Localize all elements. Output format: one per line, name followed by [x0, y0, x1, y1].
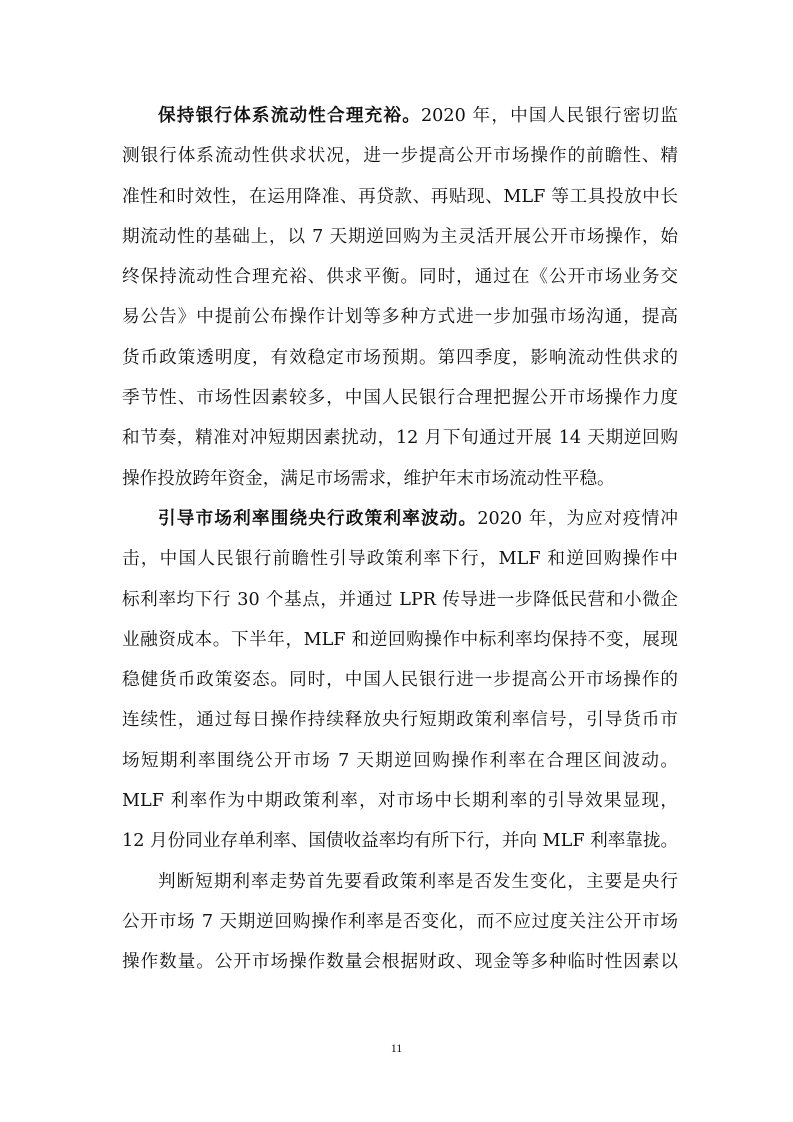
text-line: 场短期利率围绕公开市场 7 天期逆回购操作利率在合理区间波动。 — [122, 750, 678, 771]
text-line: 测银行体系流动性供求状况，进一步提高公开市场操作的前瞻性、精 — [122, 146, 678, 167]
text-line: 终保持流动性合理充裕、供求平衡。同时，通过在《公开市场业务交 — [122, 267, 678, 288]
text-line: 货币政策透明度，有效稳定市场预期。第四季度，影响流动性供求的 — [122, 347, 678, 368]
text-line: 连续性，通过每日操作持续释放央行短期政策利率信号，引导货币市 — [122, 710, 678, 731]
text-line: 易公告》中提前公布操作计划等多种方式进一步加强市场沟通，提高 — [122, 307, 678, 328]
text-line: 操作数量。公开市场操作数量会根据财政、现金等多种临时性因素以 — [122, 952, 678, 973]
paragraph-rates — [122, 499, 678, 862]
text-line: 期流动性的基础上，以 7 天期逆回购为主灵活开展公开市场操作，始 — [122, 226, 678, 247]
paragraph-heading: 保持银行体系流动性合理充裕。 — [158, 105, 421, 126]
text-line — [122, 499, 678, 539]
text-line: 12 月份同业存单利率、国债收益率均有所下行，并向 MLF 利率靠拢。 — [122, 831, 679, 852]
text-line-content: 2020 年，中国人民银行密切监 — [420, 106, 678, 126]
page-number: 11 — [390, 1041, 403, 1055]
text-line — [122, 96, 678, 136]
text-line: 击，中国人民银行前瞻性引导政策利率下行，MLF 和逆回购操作中 — [122, 549, 678, 570]
text-line: 准性和时效性，在运用降准、再贷款、再贴现、MLF 等工具投放中长 — [122, 186, 678, 207]
text-line: 判断短期利率走势首先要看政策利率是否发生变化，主要是央行 — [158, 871, 678, 892]
text-line: 季节性、市场性因素较多，中国人民银行合理把握公开市场操作力度 — [122, 388, 678, 409]
text-line: MLF 利率作为中期政策利率，对市场中长期利率的引导效果显现， — [122, 791, 678, 812]
paragraph-heading: 引导市场利率围绕央行政策利率波动。 — [158, 507, 478, 529]
text-line-content: 2020 年，为应对疫情冲 — [477, 508, 678, 529]
text-line: 公开市场 7 天期逆回购操作利率是否变化，而不应过度关注公开市场 — [122, 911, 678, 932]
text-line: 业融资成本。下半年，MLF 和逆回购操作中标利率均保持不变，展现 — [122, 629, 678, 650]
text-line: 稳健货币政策姿态。同时，中国人民银行进一步提高公开市场操作的 — [122, 670, 678, 691]
paragraph-liquidity — [122, 96, 678, 499]
text-line: 操作投放跨年资金，满足市场需求，维护年末市场流动性平稳。 — [122, 468, 615, 489]
text-line: 和节奏，精准对冲短期因素扰动，12 月下旬通过开展 14 天期逆回购 — [122, 428, 678, 449]
paragraph-judgement — [122, 862, 678, 983]
body-text — [122, 96, 678, 983]
text-line: 标利率均下行 30 个基点，并通过 LPR 传导进一步降低民营和小微企 — [122, 589, 678, 610]
